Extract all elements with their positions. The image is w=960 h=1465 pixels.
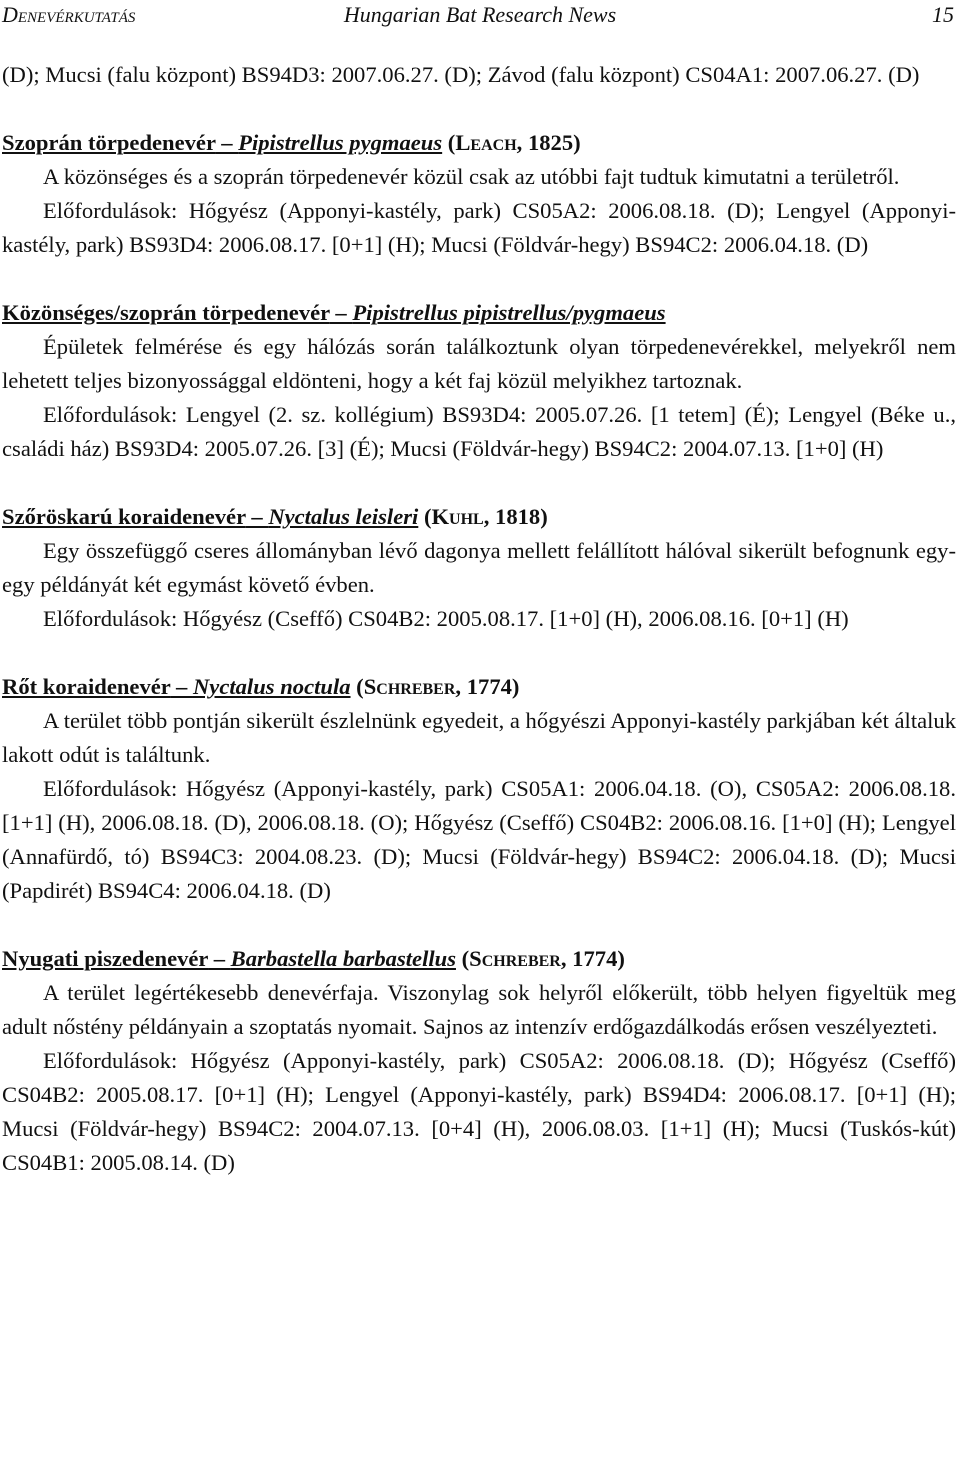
species-description: A közönséges és a szoprán törpedenevér közül csak az utóbbi fajt tudtuk kimutatni a területről. [43, 164, 900, 189]
species-description: Épületek felmérése és egy hálózás során találkoztunk olyan törpedenevérekkel, melyekről nem lehetett teljes bizonyossággal eldönteni, hogy a két faj közül melyikhez tartoznak. [2, 334, 956, 393]
species-latin: Nyctalus leisleri [268, 504, 419, 529]
species-occurrences: Előfordulások: Hőgyész (Apponyi-kastély, park) CS05A2: 2006.08.18. (D); Lengyel (Apponyi-kastély, park) BS93D4: 2006.08.17. [0+1] (H); Mucsi (Földvár-hegy) BS94C2: 2006.04.18. (D) [2, 198, 956, 257]
species-latin: Nyctalus noctula [192, 674, 351, 699]
species-author: Schreber [469, 946, 561, 971]
species-name: Szoprán törpedenevér [2, 130, 216, 155]
species-heading: Közönséges/szoprán törpedenevér – Pipistrellus pipistrellus/pygmaeus [2, 300, 666, 325]
running-header [0, 2, 960, 30]
species-name: Nyugati piszedenevér [2, 946, 209, 971]
species-description: A terület több pontján sikerült észlelnünk egyedeit, a hőgyészi Apponyi-kastély parkjában két általuk lakott odút is találtunk. [2, 708, 956, 767]
species-description: A terület legértékesebb denevérfaja. Viszonylag sok helyről előkerült, több helyen figyeltük meg adult nőstény példányain a szoptatás nyomait. Sajnos az intenzív erdőgazdálkodás erősen veszélyezteti. [2, 980, 956, 1039]
species-author: Leach [455, 130, 517, 155]
species-occurrences: Előfordulások: Hőgyész (Apponyi-kastély, park) CS05A2: 2006.08.18. (D); Hőgyész (Cseffő) CS04B2: 2005.08.17. [0+1] (H); Lengyel (Apponyi-kastély, park) BS94D4: 2006.08.17. [0+1] (H); Mucsi (Földvár-hegy) BS94C2: 2004.07.13. [0+4] (H), 2006.08.03. [1+1] (H); Mucsi (Tuskós-kút) CS04B1: 2005.08.14. (D) [2, 1048, 956, 1175]
section-title: Denevérkutatás [2, 2, 136, 27]
species-description: Egy összefüggő cseres állományban lévő dagonya mellett felállított hálóval sikerült befognunk egy-egy példányát két egymást követő évben. [2, 538, 956, 597]
species-latin: Barbastella barbastellus [230, 946, 456, 971]
article-body [2, 58, 956, 1180]
species-occurrences: Előfordulások: Hőgyész (Cseffő) CS04B2: 2005.08.17. [1+0] (H), 2006.08.16. [0+1] (H) [43, 606, 849, 631]
species-heading: Rőt koraidenevér – Nyctalus noctula (Schreber, 1774) [2, 674, 520, 699]
species-heading: Nyugati piszedenevér – Barbastella barbastellus (Schreber, 1774) [2, 946, 625, 971]
species-latin: Pipistrellus pipistrellus/pygmaeus [352, 300, 666, 325]
species-heading: Szőröskarú koraidenevér – Nyctalus leisleri (Kuhl, 1818) [2, 504, 548, 529]
species-name: Közönséges/szoprán törpedenevér [2, 300, 330, 325]
species-heading: Szoprán törpedenevér – Pipistrellus pygmaeus (Leach, 1825) [2, 130, 581, 155]
species-author: Schreber [363, 674, 456, 699]
species-name: Szőröskarú koraidenevér [2, 504, 246, 529]
species-author: Kuhl [431, 504, 484, 529]
page-number: 15 [932, 2, 954, 27]
species-occurrences: Előfordulások: Lengyel (2. sz. kollégium) BS93D4: 2005.07.26. [1 tetem] (É); Lengyel (Béke u., családi ház) BS93D4: 2005.07.26. [3] (É); Mucsi (Földvár-hegy) BS94C2: 2004.07.13. [1+0] (H) [2, 402, 956, 461]
journal-title: Hungarian Bat Research News [343, 2, 617, 27]
continued-paragraph: (D); Mucsi (falu központ) BS94D3: 2007.06.27. (D); Závod (falu központ) CS04A1: 2007.06.27. (D) [2, 62, 920, 87]
species-latin: Pipistrellus pygmaeus [238, 130, 443, 155]
species-occurrences: Előfordulások: Hőgyész (Apponyi-kastély, park) CS05A1: 2006.04.18. (O), CS05A2: 2006.08.18. [1+1] (H), 2006.08.18. (D), 2006.08.18. (O); Hőgyész (Cseffő) CS04B2: 2006.08.16. [1+0] (H); Lengyel (Annafürdő, tó) BS94C3: 2004.08.23. (D); Mucsi (Földvár-hegy) BS94C2: 2006.04.18. (D); Mucsi (Papdirét) BS94C4: 2006.04.18. (D) [2, 776, 956, 903]
species-name: Rőt koraidenevér [2, 674, 171, 699]
